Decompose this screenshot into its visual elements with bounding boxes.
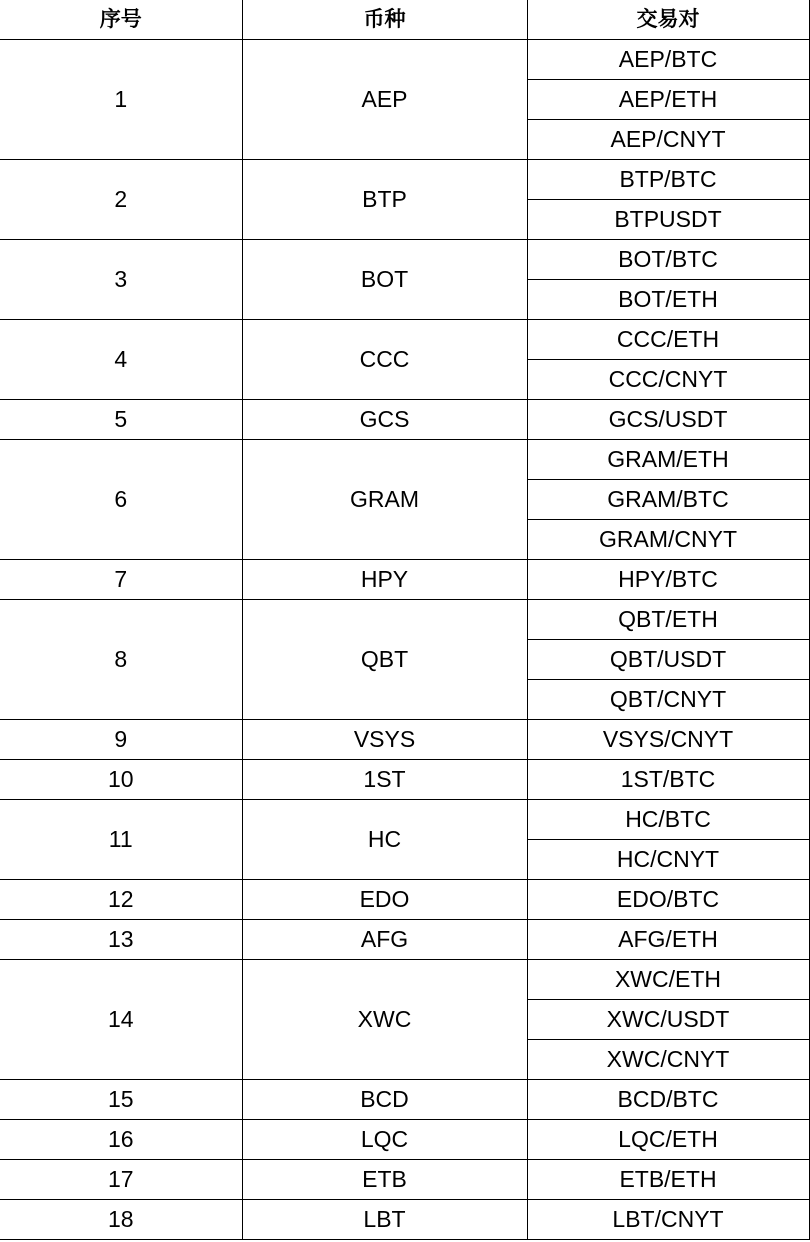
coin-cell: GRAM bbox=[242, 440, 527, 560]
pair-cell: HC/CNYT bbox=[527, 840, 809, 880]
coin-cell: BTP bbox=[242, 160, 527, 240]
pair-cell: BCD/BTC bbox=[527, 1080, 809, 1120]
table-row bbox=[0, 240, 809, 280]
coin-cell: AEP bbox=[242, 40, 527, 160]
pair-cell: AEP/CNYT bbox=[527, 120, 809, 160]
header-pair: 交易对 bbox=[527, 0, 809, 40]
index-cell: 16 bbox=[0, 1120, 242, 1160]
coin-cell: LBT bbox=[242, 1200, 527, 1240]
index-cell: 12 bbox=[0, 880, 242, 920]
index-cell: 13 bbox=[0, 920, 242, 960]
index-cell: 15 bbox=[0, 1080, 242, 1120]
pair-cell: BTP/BTC bbox=[527, 160, 809, 200]
index-cell: 11 bbox=[0, 800, 242, 880]
index-cell: 8 bbox=[0, 600, 242, 720]
coin-cell: VSYS bbox=[242, 720, 527, 760]
pair-cell: VSYS/CNYT bbox=[527, 720, 809, 760]
index-cell: 5 bbox=[0, 400, 242, 440]
table-body bbox=[0, 40, 809, 1240]
pair-cell: QBT/CNYT bbox=[527, 680, 809, 720]
table-row bbox=[0, 760, 809, 800]
pair-cell: GRAM/BTC bbox=[527, 480, 809, 520]
table-row bbox=[0, 920, 809, 960]
pair-cell: CCC/ETH bbox=[527, 320, 809, 360]
coin-cell: AFG bbox=[242, 920, 527, 960]
table-row bbox=[0, 320, 809, 360]
table-row bbox=[0, 560, 809, 600]
pair-cell: QBT/USDT bbox=[527, 640, 809, 680]
index-cell: 3 bbox=[0, 240, 242, 320]
index-cell: 6 bbox=[0, 440, 242, 560]
pair-cell: LQC/ETH bbox=[527, 1120, 809, 1160]
pair-cell: QBT/ETH bbox=[527, 600, 809, 640]
pair-cell: GCS/USDT bbox=[527, 400, 809, 440]
coin-cell: LQC bbox=[242, 1120, 527, 1160]
table-row bbox=[0, 1160, 809, 1200]
index-cell: 9 bbox=[0, 720, 242, 760]
table-row bbox=[0, 440, 809, 480]
index-cell: 4 bbox=[0, 320, 242, 400]
coin-cell: 1ST bbox=[242, 760, 527, 800]
index-cell: 2 bbox=[0, 160, 242, 240]
pair-cell: GRAM/CNYT bbox=[527, 520, 809, 560]
table-row bbox=[0, 160, 809, 200]
index-cell: 18 bbox=[0, 1200, 242, 1240]
index-cell: 1 bbox=[0, 40, 242, 160]
coin-cell: CCC bbox=[242, 320, 527, 400]
pair-cell: XWC/ETH bbox=[527, 960, 809, 1000]
pair-cell: AEP/BTC bbox=[527, 40, 809, 80]
pair-cell: LBT/CNYT bbox=[527, 1200, 809, 1240]
pair-cell: GRAM/ETH bbox=[527, 440, 809, 480]
index-cell: 10 bbox=[0, 760, 242, 800]
table-row bbox=[0, 1080, 809, 1120]
pair-cell: XWC/USDT bbox=[527, 1000, 809, 1040]
coin-cell: BCD bbox=[242, 1080, 527, 1120]
index-cell: 7 bbox=[0, 560, 242, 600]
pair-cell: HPY/BTC bbox=[527, 560, 809, 600]
header-coin: 币种 bbox=[242, 0, 527, 40]
table-row bbox=[0, 600, 809, 640]
table-row bbox=[0, 1200, 809, 1240]
coin-cell: BOT bbox=[242, 240, 527, 320]
table-row bbox=[0, 400, 809, 440]
index-cell: 17 bbox=[0, 1160, 242, 1200]
coin-cell: EDO bbox=[242, 880, 527, 920]
coin-cell: ETB bbox=[242, 1160, 527, 1200]
table-row bbox=[0, 40, 809, 80]
coin-cell: HC bbox=[242, 800, 527, 880]
coin-cell: GCS bbox=[242, 400, 527, 440]
pair-cell: BTPUSDT bbox=[527, 200, 809, 240]
pair-cell: EDO/BTC bbox=[527, 880, 809, 920]
pair-cell: AEP/ETH bbox=[527, 80, 809, 120]
table-row bbox=[0, 800, 809, 840]
header-index: 序号 bbox=[0, 0, 242, 40]
pair-cell: BOT/ETH bbox=[527, 280, 809, 320]
pair-cell: 1ST/BTC bbox=[527, 760, 809, 800]
coin-cell: XWC bbox=[242, 960, 527, 1080]
pair-cell: ETB/ETH bbox=[527, 1160, 809, 1200]
table-row bbox=[0, 880, 809, 920]
header-row bbox=[0, 0, 809, 40]
index-cell: 14 bbox=[0, 960, 242, 1080]
coin-cell: HPY bbox=[242, 560, 527, 600]
table-row bbox=[0, 960, 809, 1000]
pair-cell: CCC/CNYT bbox=[527, 360, 809, 400]
pair-cell: XWC/CNYT bbox=[527, 1040, 809, 1080]
pair-cell: HC/BTC bbox=[527, 800, 809, 840]
table-row bbox=[0, 1120, 809, 1160]
table-row bbox=[0, 720, 809, 760]
coin-cell: QBT bbox=[242, 600, 527, 720]
pair-cell: BOT/BTC bbox=[527, 240, 809, 280]
pair-cell: AFG/ETH bbox=[527, 920, 809, 960]
